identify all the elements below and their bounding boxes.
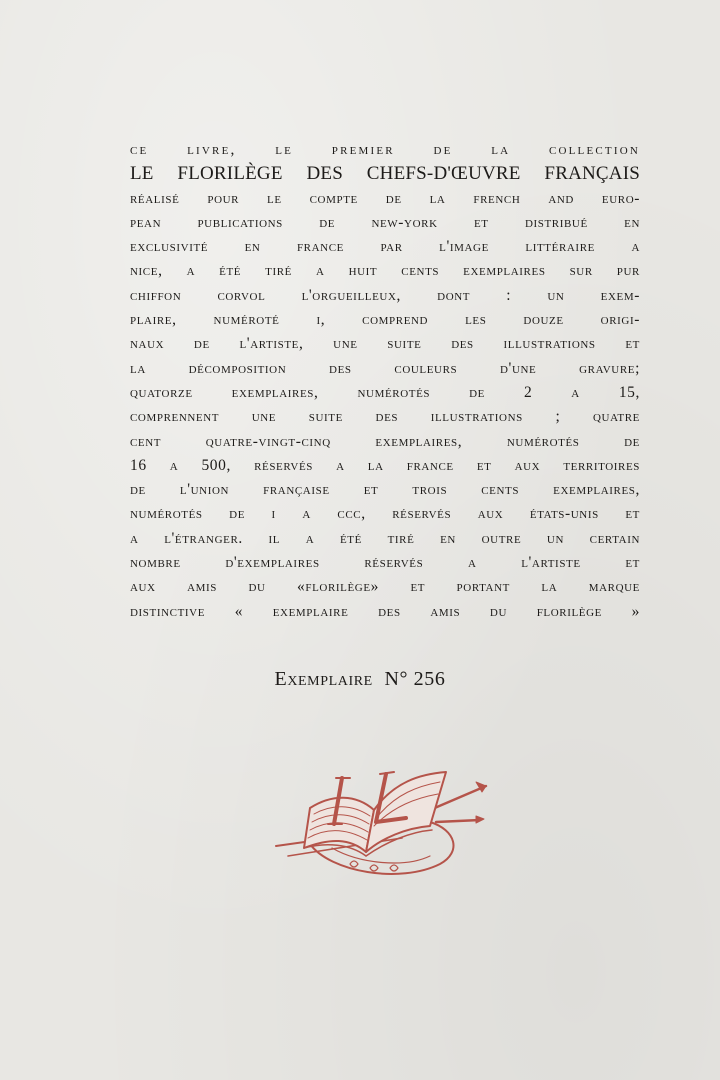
colophon-line: plaire, numéroté i, comprend les douze origi- [130,311,640,329]
colophon-text [130,138,640,624]
colophon-line: 16 a 500, réservés a la france et aux territoires [130,456,640,474]
colophon-line: a l'étranger. il a été tiré en outre un certain [130,529,640,547]
colophon-line: aux amis du «florilège» et portant la marque [130,578,640,596]
copy-number-value: N° 256 [384,668,446,690]
colophon-line: pean publications de new-york et distribué en [130,213,640,231]
publisher-mark-logo [270,752,494,882]
colophon-line: nombre d'exemplaires réservés a l'artiste et [130,554,640,572]
colophon-line: numérotés de i a ccc, réservés aux états-unis et [130,505,640,523]
colophon-line: nice, a été tiré a huit cents exemplaires sur pur [130,262,640,280]
colophon-line: la décomposition des couleurs d'une gravure; [130,359,640,377]
collection-title: LE FLORILÈGE DES CHEFS-D'ŒUVRE FRANÇAIS [130,163,640,185]
copy-number [0,668,720,691]
colophon-line: réalisé pour le compte de la french and euro- [130,189,640,207]
colophon-line: exclusivité en france par l'image littéraire a [130,238,640,256]
colophon-line: ce livre, le premier de la collection [130,141,640,158]
colophon-line: cent quatre-vingt-cinq exemplaires, numérotés de [130,432,640,450]
colophon-line: comprennent une suite des illustrations ; quatre [130,408,640,426]
colophon-line: distinctive « exemplaire des amis du florilège » [130,602,640,620]
brush-stroke [436,820,480,822]
colophon-line: de l'union française et trois cents exemplaires, [130,481,640,499]
colophon-line: chiffon corvol l'orgueilleux, dont : un exem- [130,286,640,304]
colophon-line: naux de l'artiste, une suite des illustrations et [130,335,640,353]
copy-number-label: Exemplaire [274,668,373,690]
colophon-line: quatorze exemplaires, numérotés de 2 a 15, [130,383,640,401]
